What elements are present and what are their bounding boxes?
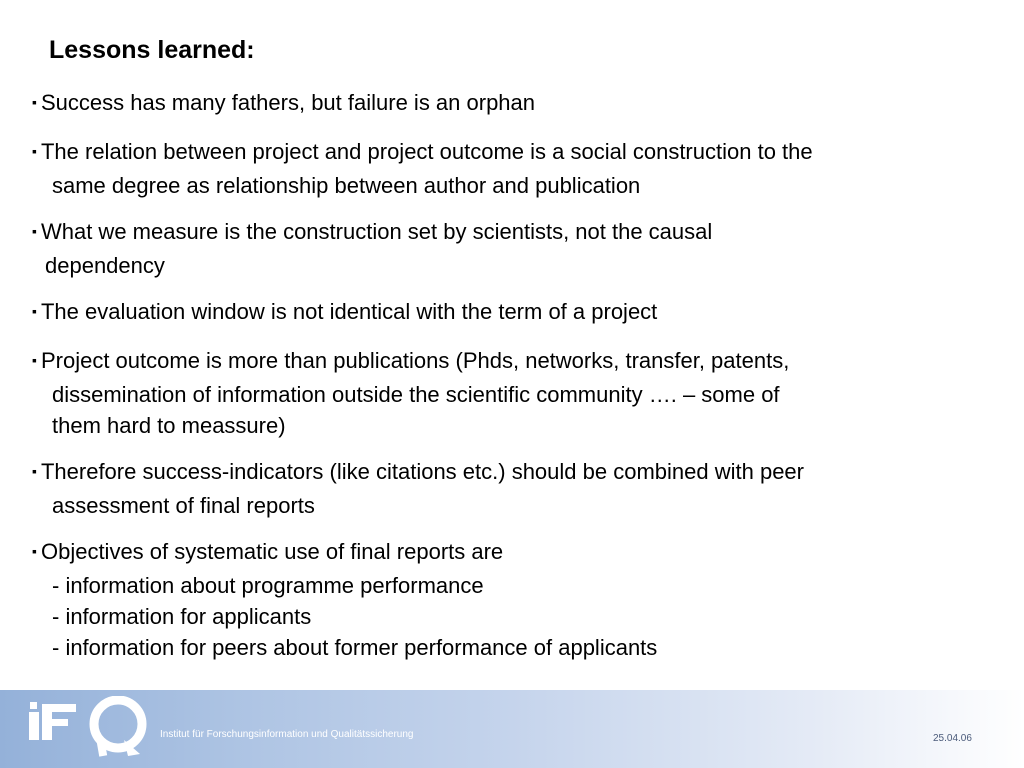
footer-date: 25.04.06 bbox=[933, 733, 972, 744]
bullet-line: ▪ Project outcome is more than publications (Phds, networks, transfer, patents, bbox=[32, 348, 790, 373]
bullet-marker-icon: ▪ bbox=[32, 543, 37, 559]
bullet-line: ▪ Objectives of systematic use of final reports are bbox=[32, 539, 504, 564]
bullet-marker-icon: ▪ bbox=[32, 303, 37, 319]
bullet-line: - information for peers about former performance of applicants bbox=[52, 635, 658, 660]
ifq-logo-icon bbox=[28, 696, 154, 758]
bullet-line: ▪ What we measure is the construction set by scientists, not the causal bbox=[32, 219, 713, 244]
bullet-line: ▪ Therefore success-indicators (like citations etc.) should be combined with peer bbox=[32, 459, 804, 484]
bullet-marker-icon: ▪ bbox=[32, 463, 37, 479]
bullet-line: ▪ The evaluation window is not identical with the term of a project bbox=[32, 299, 658, 324]
bullet-item bbox=[32, 456, 992, 521]
bullet-marker-icon: ▪ bbox=[32, 143, 37, 159]
slide-title: Lessons learned: bbox=[49, 36, 255, 64]
bullet-line: - information for applicants bbox=[52, 604, 312, 629]
bullet-list bbox=[32, 87, 992, 678]
bullet-marker-icon: ▪ bbox=[32, 352, 37, 368]
bullet-line: same degree as relationship between author and publication bbox=[52, 173, 641, 198]
bullet-item bbox=[32, 536, 992, 663]
bullet-item bbox=[32, 345, 992, 441]
bullet-line: ▪ The relation between project and project outcome is a social construction to the bbox=[32, 139, 813, 164]
bullet-item bbox=[32, 216, 992, 281]
bullet-line: ▪ Success has many fathers, but failure is an orphan bbox=[32, 90, 536, 115]
bullet-marker-icon: ▪ bbox=[32, 94, 37, 110]
bullet-line: dependency bbox=[45, 253, 165, 278]
bullet-item bbox=[32, 87, 992, 121]
bullet-line: dissemination of information outside the scientific community …. – some of bbox=[52, 382, 780, 407]
bullet-item bbox=[32, 296, 992, 330]
bullet-line: assessment of final reports bbox=[52, 493, 315, 518]
bullet-marker-icon: ▪ bbox=[32, 223, 37, 239]
bullet-line: them hard to meassure) bbox=[52, 413, 286, 438]
institute-name: Institut für Forschungsinformation und Qualitätssicherung bbox=[160, 729, 414, 740]
bullet-line: - information about programme performance bbox=[52, 573, 484, 598]
bullet-item bbox=[32, 136, 992, 201]
